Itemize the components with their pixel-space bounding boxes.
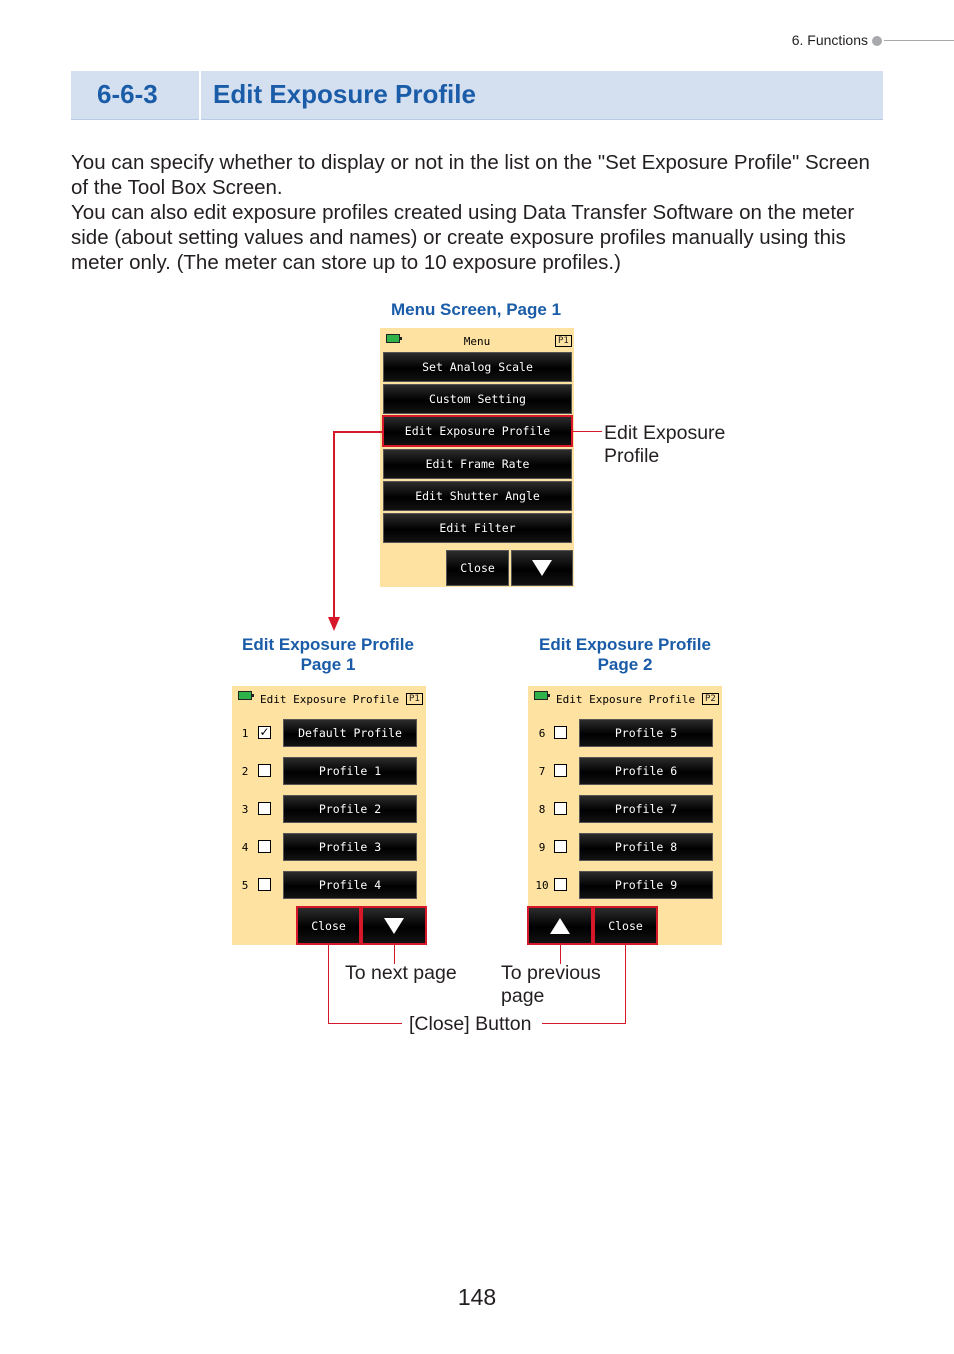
profile-name-button[interactable]: Profile 7: [579, 795, 713, 823]
page1-caption-line2: Page 1: [300, 655, 356, 674]
page1-caption-line1: Edit Exposure Profile: [242, 635, 414, 654]
page2-caption-line2: Page 2: [597, 655, 653, 674]
menu-next-page-button[interactable]: [511, 550, 573, 586]
previous-page-annotation-line1: To previous: [501, 962, 601, 984]
profile-visibility-checkbox[interactable]: [554, 726, 567, 739]
callout-line: [328, 1023, 402, 1024]
intro-paragraph-1: You can specify whether to display or not in the list on the "Set Exposure Profile" Screen of the Tool Box Screen.: [71, 151, 870, 199]
profile-visibility-checkbox[interactable]: [554, 764, 567, 777]
profile-visibility-checkbox[interactable]: [554, 840, 567, 853]
page1-next-page-button[interactable]: [362, 907, 426, 944]
profile-page1-title: Edit Exposure Profile: [260, 693, 400, 706]
header-rule: [884, 40, 954, 41]
page-number: 148: [457, 1284, 497, 1310]
profile-visibility-checkbox[interactable]: [258, 764, 271, 777]
arrow-head-icon: [328, 617, 340, 631]
profile-name-button[interactable]: Profile 3: [283, 833, 417, 861]
profile-name-button[interactable]: Profile 2: [283, 795, 417, 823]
page-badge: P1: [406, 693, 423, 705]
callout-line: [542, 1023, 626, 1024]
menu-item-set-analog-scale[interactable]: Set Analog Scale: [383, 352, 572, 382]
section-number: 6-6-3: [97, 79, 158, 109]
profile-name-button[interactable]: Profile 6: [579, 757, 713, 785]
profile-name-button[interactable]: Profile 8: [579, 833, 713, 861]
battery-icon: [238, 691, 252, 700]
callout-line: [560, 944, 561, 964]
arrow-down-icon: [532, 560, 552, 576]
page2-previous-page-button[interactable]: [528, 907, 592, 944]
profile-name-button[interactable]: Profile 9: [579, 871, 713, 899]
battery-icon: [534, 691, 548, 700]
menu-item-edit-filter[interactable]: Edit Filter: [383, 513, 572, 543]
page-badge: P2: [702, 693, 719, 705]
profile-number: 3: [241, 803, 249, 816]
menu-item-edit-frame-rate[interactable]: Edit Frame Rate: [383, 449, 572, 479]
intro-paragraph-2: You can also edit exposure profiles created using Data Transfer Software on the meter side (about setting values and names) or create exposure profiles manually using this meter only. (The meter can store up to 10 exposure profiles.): [71, 201, 855, 274]
profile-name-button[interactable]: Profile 5: [579, 719, 713, 747]
profile-number: 7: [538, 765, 546, 778]
chapter-header: 6. Functions: [791, 32, 868, 48]
profile-name-button[interactable]: Profile 1: [283, 757, 417, 785]
page2-close-button[interactable]: Close: [594, 907, 657, 944]
profile-visibility-checkbox[interactable]: [554, 802, 567, 815]
profile-number: 4: [241, 841, 249, 854]
next-page-annotation: To next page: [345, 962, 457, 984]
close-button-annotation: [Close] Button: [409, 1013, 532, 1035]
header-dot: [872, 36, 882, 46]
page1-close-button[interactable]: Close: [297, 907, 360, 944]
menu-close-button[interactable]: Close: [446, 550, 509, 586]
callout-line: [625, 944, 626, 1024]
menu-screen-title: Menu: [463, 335, 491, 348]
callout-line: [328, 944, 329, 1024]
profile-number: 1: [241, 727, 249, 740]
profile-number: 5: [241, 879, 249, 892]
callout-line: [573, 431, 602, 432]
menu-item-edit-exposure-profile[interactable]: Edit Exposure Profile: [383, 416, 572, 446]
profile-number: 2: [241, 765, 249, 778]
arrow-up-icon: [550, 918, 570, 934]
profile-number: 9: [538, 841, 546, 854]
profile-number: 6: [538, 727, 546, 740]
profile-name-button[interactable]: Default Profile: [283, 719, 417, 747]
profile-number: 8: [538, 803, 546, 816]
menu-screen-caption: Menu Screen, Page 1: [390, 300, 562, 319]
arrow-line: [333, 431, 335, 618]
previous-page-annotation-line2: page: [501, 985, 545, 1007]
arrow-down-icon: [384, 918, 404, 934]
profile-visibility-checkbox[interactable]: [258, 878, 271, 891]
profile-visibility-checkbox[interactable]: [258, 840, 271, 853]
callout-line: [394, 944, 395, 964]
section-title-bar: [71, 71, 883, 120]
profile-name-button[interactable]: Profile 4: [283, 871, 417, 899]
edit-exposure-profile-callout: Edit Exposure Profile: [604, 422, 726, 467]
page-badge: P1: [555, 335, 572, 347]
arrow-line: [333, 431, 383, 433]
profile-visibility-checkbox[interactable]: [554, 878, 567, 891]
section-title-divider: [199, 71, 201, 120]
profile-number: 10: [535, 879, 549, 892]
menu-item-edit-shutter-angle[interactable]: Edit Shutter Angle: [383, 481, 572, 511]
profile-visibility-checkbox[interactable]: ✓: [259, 725, 270, 739]
profile-visibility-checkbox[interactable]: [258, 802, 271, 815]
section-title: Edit Exposure Profile: [213, 79, 476, 109]
page2-caption-line1: Edit Exposure Profile: [539, 635, 711, 654]
menu-item-custom-setting[interactable]: Custom Setting: [383, 384, 572, 414]
profile-page2-title: Edit Exposure Profile: [556, 693, 696, 706]
